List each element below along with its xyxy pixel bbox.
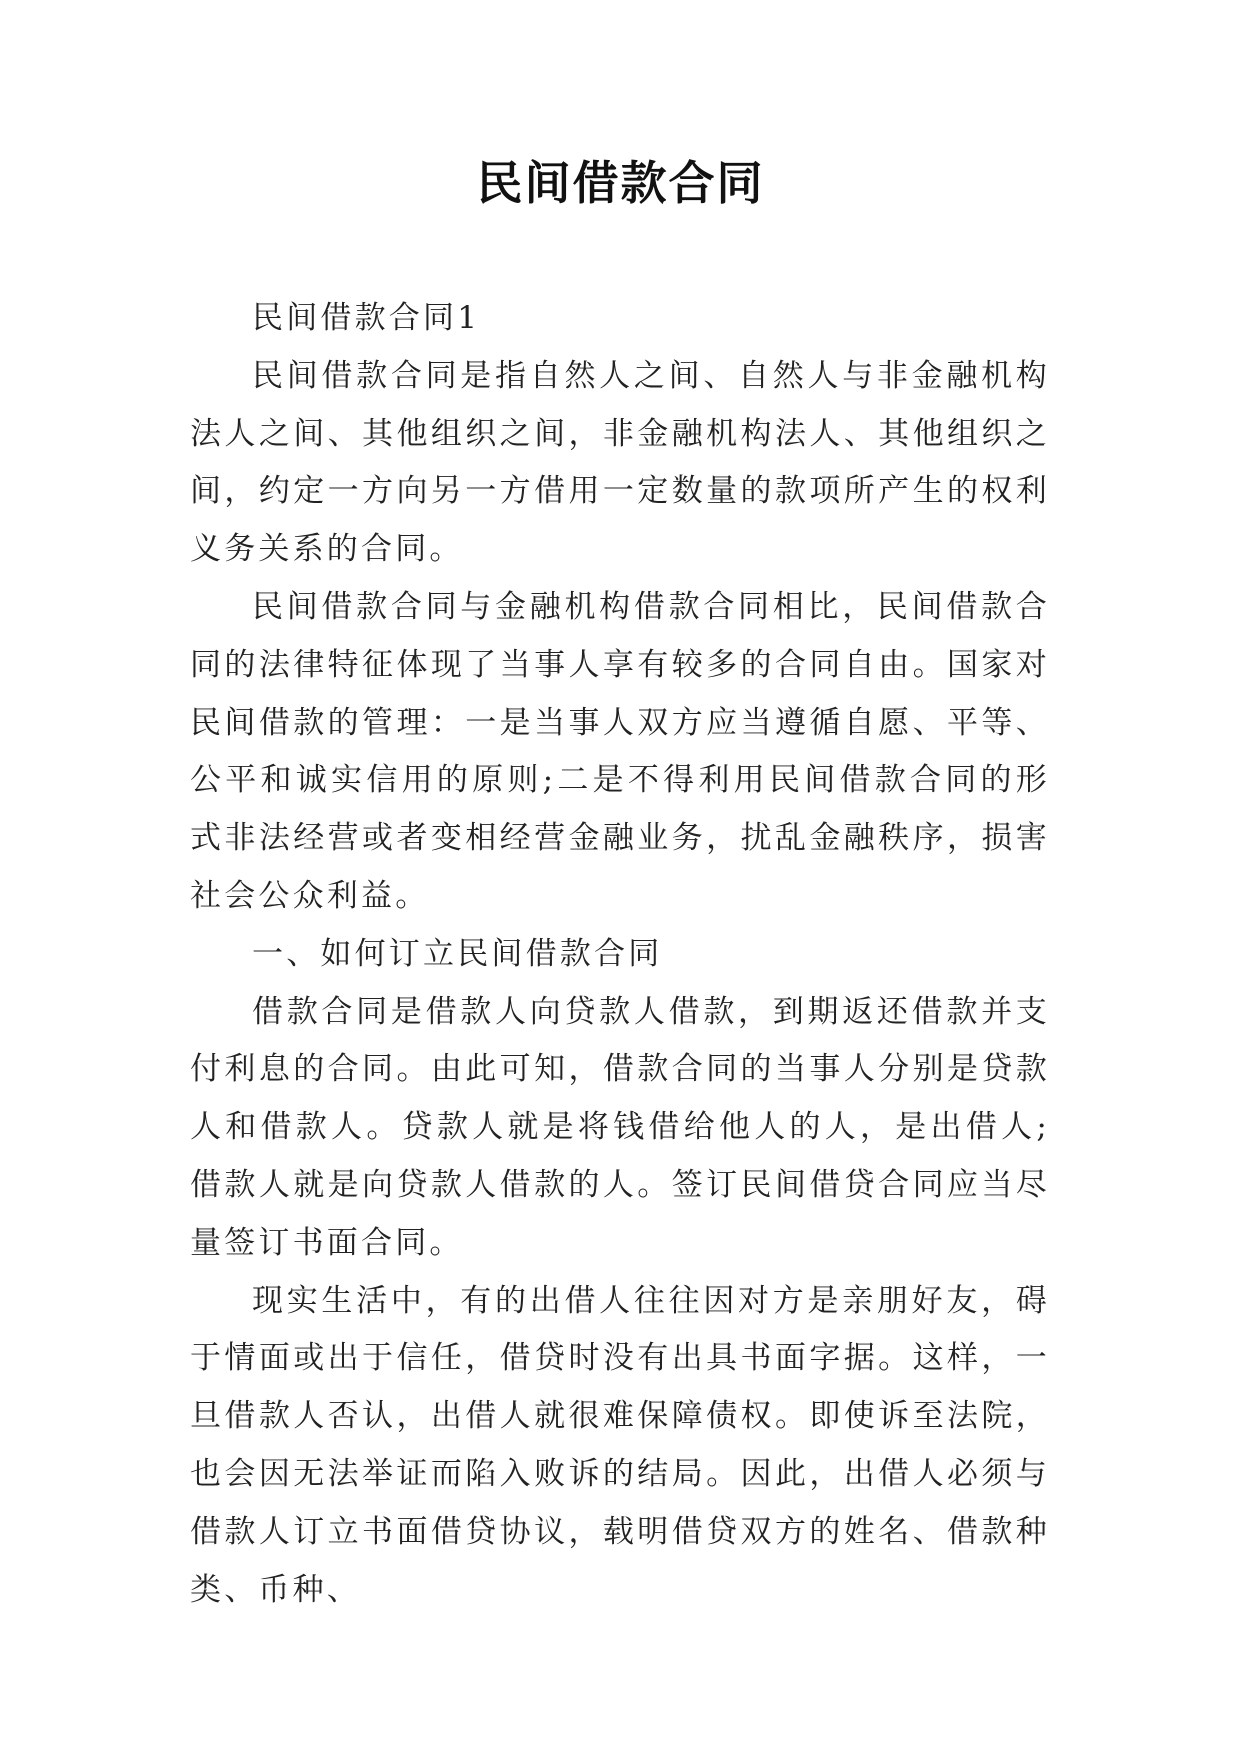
paragraph: 借款合同是借款人向贷款人借款，到期返还借款并支付利息的合同。由此可知，借款合同的当事人分别是贷款人和借款人。贷款人就是将钱借给他人的人，是出借人;借款人就是向贷款人借款的人。签订民间借贷合同应当尽量签订书面合同。 (190, 993, 1050, 1261)
section-heading: 一、如何订立民间借款合同 (252, 935, 663, 972)
document-title: 民间借款合同 (476, 156, 765, 210)
document-body (190, 290, 1050, 1619)
paragraph: 现实生活中，有的出借人往往因对方是亲朋好友，碍于情面或出于信任，借贷时没有出具书面字据。这样，一旦借款人否认，出借人就很难保障债权。即使诉至法院，也会因无法举证而陷入败诉的结局。因此，出借人必须与借款人订立书面借贷协议，载明借贷双方的姓名、借款种类、币种、 (190, 1282, 1050, 1608)
paragraph: 民间借款合同与金融机构借款合同相比，民间借款合同的法律特征体现了当事人享有较多的合同自由。国家对民间借款的管理：一是当事人双方应当遵循自愿、平等、公平和诚实信用的原则;二是不得利用民间借款合同的形式非法经营或者变相经营金融业务，扰乱金融秩序，损害社会公众利益。 (190, 588, 1050, 914)
section-heading: 民间借款合同1 (252, 300, 481, 336)
paragraph: 民间借款合同是指自然人之间、自然人与非金融机构法人之间、其他组织之间，非金融机构法人、其他组织之间，约定一方向另一方借用一定数量的款项所产生的权利义务关系的合同。 (190, 357, 1050, 568)
